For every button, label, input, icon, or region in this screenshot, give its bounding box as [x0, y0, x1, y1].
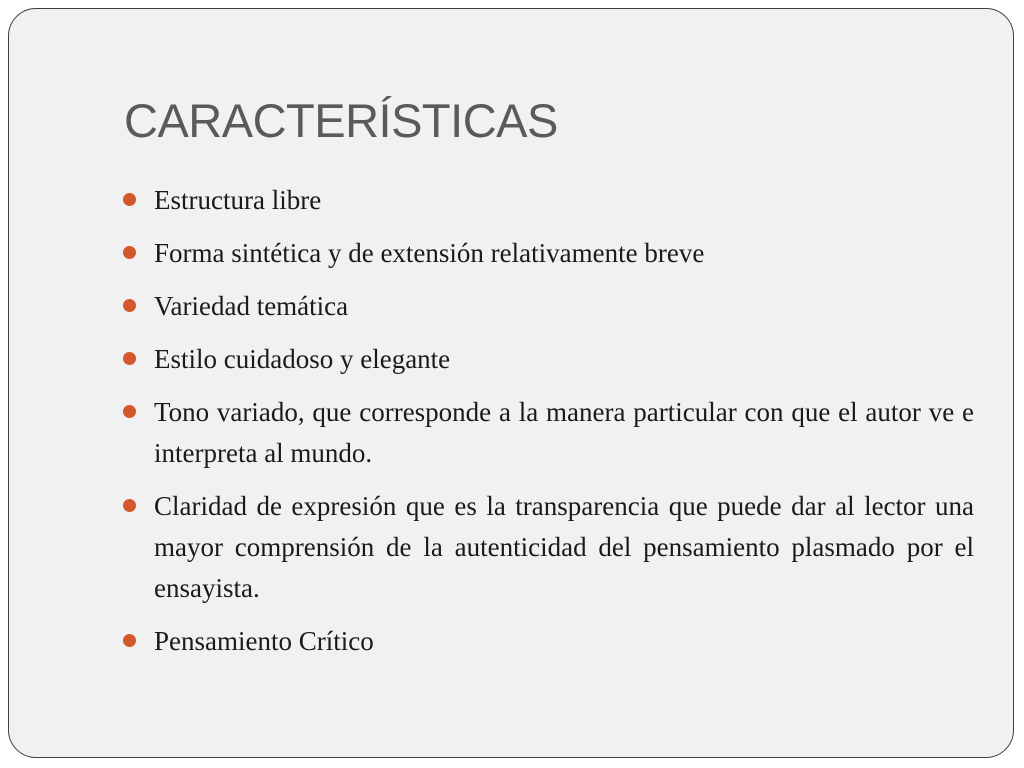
bullet-dot-icon	[123, 352, 136, 365]
bullet-item	[121, 286, 974, 327]
bullet-text: Variedad temática	[154, 291, 349, 321]
bullet-text: Estructura libre	[154, 185, 322, 215]
bullet-dot-icon	[123, 299, 136, 312]
bullet-dot-icon	[123, 499, 136, 512]
bullet-dot-icon	[123, 193, 136, 206]
bullet-dot-icon	[123, 246, 136, 259]
slide-title: CARACTERÍSTICAS	[124, 94, 558, 147]
bullet-item	[121, 180, 974, 221]
bullet-item	[121, 339, 974, 380]
bullet-text: Estilo cuidadoso y elegante	[154, 344, 451, 374]
bullet-list	[121, 180, 974, 674]
bullet-item	[121, 621, 974, 662]
slide-frame	[8, 8, 1014, 758]
bullet-text: Forma sintética y de extensión relativamente breve	[154, 238, 705, 268]
bullet-dot-icon	[123, 634, 136, 647]
bullet-text: Tono variado, que corresponde a la manera particular con que el autor ve e interpreta al mundo.	[154, 397, 974, 468]
bullet-item	[121, 233, 974, 274]
bullet-item	[121, 392, 974, 474]
bullet-item	[121, 486, 974, 609]
bullet-text: Claridad de expresión que es la transparencia que puede dar al lector una mayor comprensión de la autenticidad del pensamiento plasmado por el ensayista.	[154, 491, 974, 603]
bullet-text: Pensamiento Crítico	[154, 626, 374, 656]
bullet-dot-icon	[123, 405, 136, 418]
